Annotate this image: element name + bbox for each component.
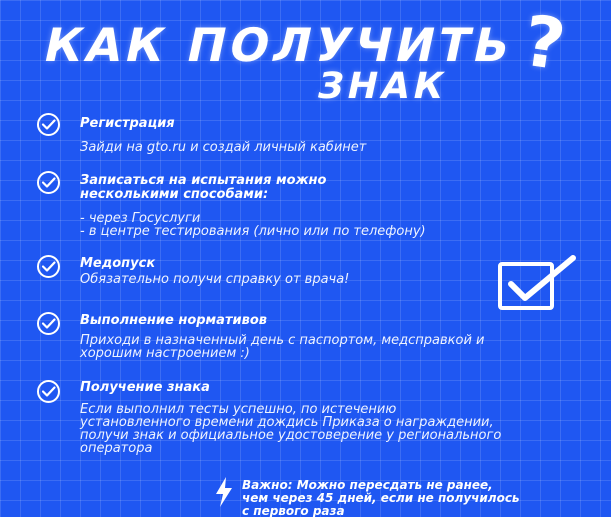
step-5-text-line-2: установленного времени дождись Приказа о награждении,: [80, 415, 494, 430]
step-2-text-line-1: - через Госуслуги: [80, 211, 201, 226]
note-line-3: с первого раза: [242, 504, 345, 517]
step-5-text-line-4: оператора: [80, 441, 153, 456]
note-line-2: чем через 45 дней, если не получилось: [242, 491, 520, 505]
check-circle-icon: [36, 254, 61, 279]
step-1-text-line-1: Зайди на gto.ru и создай личный кабинет: [80, 140, 367, 155]
step-4-text-line-2: хорошим настроением :): [80, 346, 250, 361]
check-circle-icon: [36, 311, 61, 336]
check-circle-icon: [36, 379, 61, 404]
question-mark-icon: ?: [518, 0, 571, 87]
checkbox-icon: [497, 254, 579, 314]
step-5-text-line-3: получи знак и официальное удостоверение у регионального: [80, 428, 502, 443]
check-circle-icon: [36, 170, 61, 195]
step-2-text-line-2: - в центре тестирования (лично или по телефону): [80, 224, 426, 239]
step-1-title: Регистрация: [80, 116, 175, 131]
step-5-text-line-1: Если выполнил тесты успешно, по истечению: [80, 402, 397, 417]
step-2-title: Записаться на испытания можно несколькими способами:: [80, 173, 327, 202]
title-line-2: ЗНАК: [313, 66, 452, 107]
step-3-title: Медопуск: [80, 256, 156, 271]
title-line-1: КАК ПОЛУЧИТЬ: [39, 18, 519, 72]
step-4-text-line-1: Приходи в назначенный день с паспортом, медсправкой и: [80, 333, 485, 348]
step-3-text-line-1: Обязательно получи справку от врача!: [80, 272, 350, 287]
step-5-title: Получение знака: [80, 380, 210, 395]
check-circle-icon: [36, 112, 61, 137]
lightning-icon: [213, 476, 235, 508]
step-4-title: Выполнение нормативов: [80, 313, 267, 328]
note-line-1: Важно: Можно пересдать не ранее,: [242, 478, 493, 492]
